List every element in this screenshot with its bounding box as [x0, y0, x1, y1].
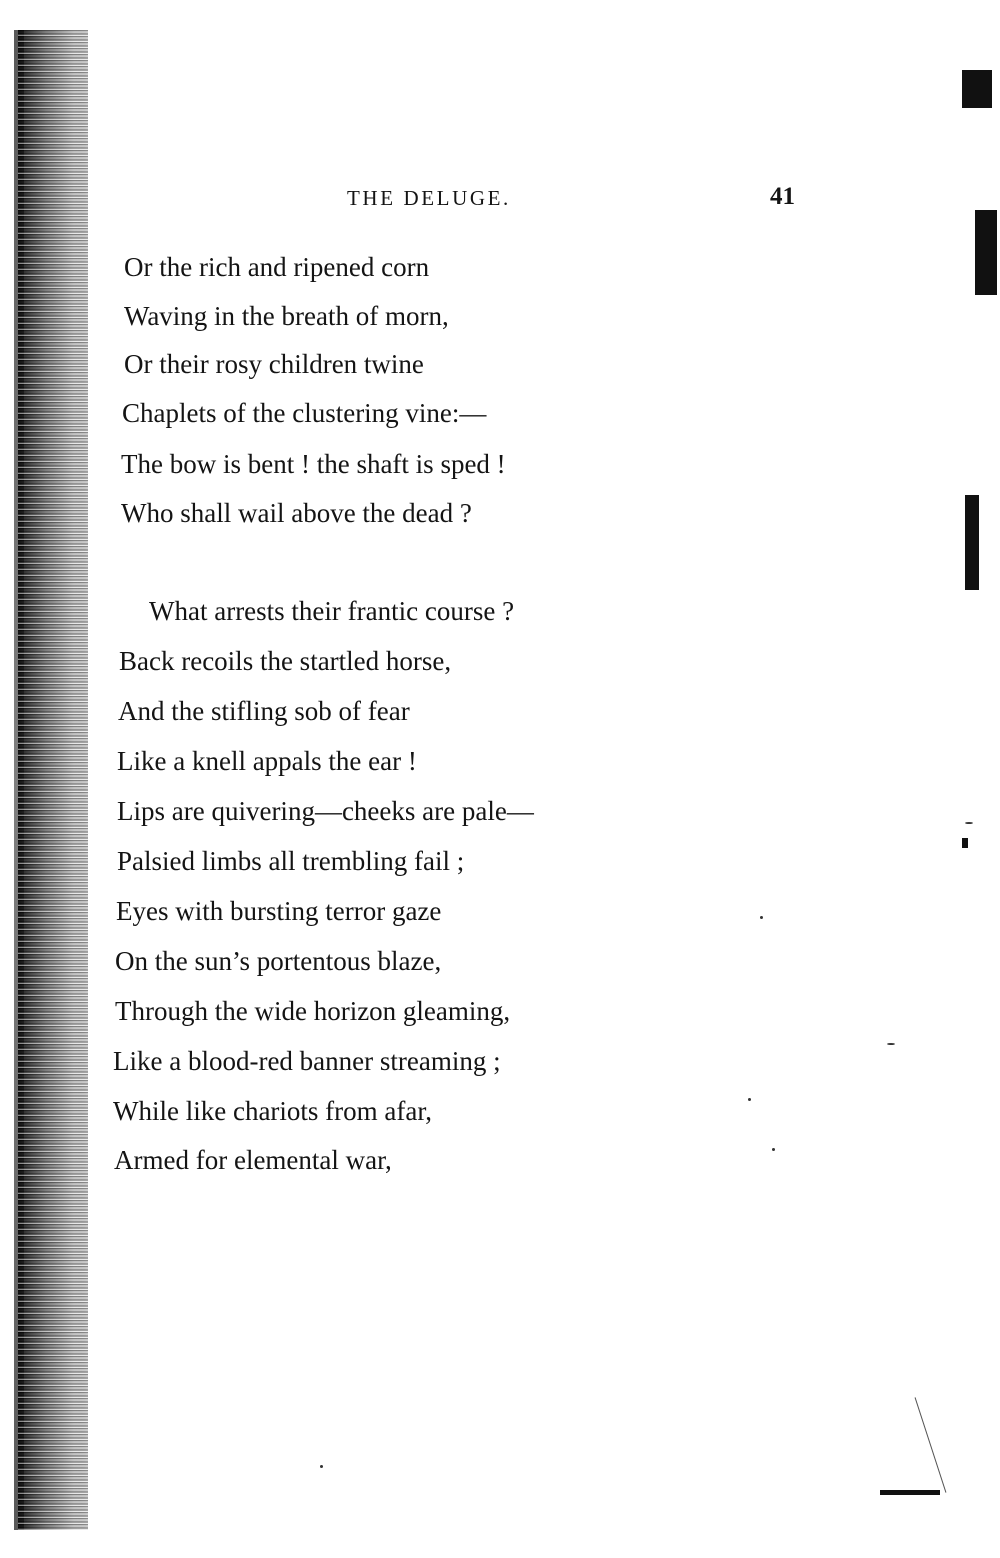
scan-artifact	[975, 210, 997, 295]
scan-artifact	[962, 70, 992, 108]
scan-artifact	[748, 1098, 751, 1101]
poem-line: Eyes with bursting terror gaze	[116, 896, 442, 926]
poem-line: Waving in the breath of morn,	[124, 301, 449, 331]
scan-artifact	[880, 1490, 940, 1495]
scan-artifact	[887, 1043, 895, 1045]
poem-line: What arrests their frantic course ?	[149, 596, 515, 626]
poem-line: Or their rosy children twine	[124, 349, 424, 379]
scan-artifact	[772, 1148, 775, 1151]
binding-gutter	[18, 30, 88, 1530]
scan-artifact	[320, 1465, 323, 1468]
scan-artifact	[965, 822, 973, 824]
page-number: 41	[770, 183, 795, 210]
scan-artifact	[760, 916, 763, 919]
poem-line: Who shall wail above the dead ?	[121, 498, 472, 528]
poem-line: And the stifling sob of fear	[118, 696, 410, 726]
scan-artifact	[962, 838, 968, 848]
poem-line: Chaplets of the clustering vine:—	[122, 398, 487, 428]
scan-artifact	[915, 1397, 947, 1492]
poem-line: On the sun’s portentous blaze,	[115, 946, 442, 976]
poem-line: Back recoils the startled horse,	[119, 646, 452, 676]
poem-line: Like a knell appals the ear !	[117, 746, 417, 776]
poem-line: Armed for elemental war,	[114, 1145, 392, 1175]
scan-artifact	[965, 495, 979, 590]
poem-line: The bow is bent ! the shaft is sped !	[121, 449, 506, 479]
running-header-title: THE DELUGE.	[347, 186, 511, 210]
poem-line: Or the rich and ripened corn	[124, 252, 430, 282]
poem-line: Like a blood-red banner streaming ;	[113, 1046, 501, 1076]
poem-line: Through the wide horizon gleaming,	[115, 996, 511, 1026]
poem-line: Lips are quivering—cheeks are pale—	[117, 796, 534, 826]
poem-line: Palsied limbs all trembling fail ;	[117, 846, 465, 876]
poem-line: While like chariots from afar,	[113, 1096, 433, 1126]
